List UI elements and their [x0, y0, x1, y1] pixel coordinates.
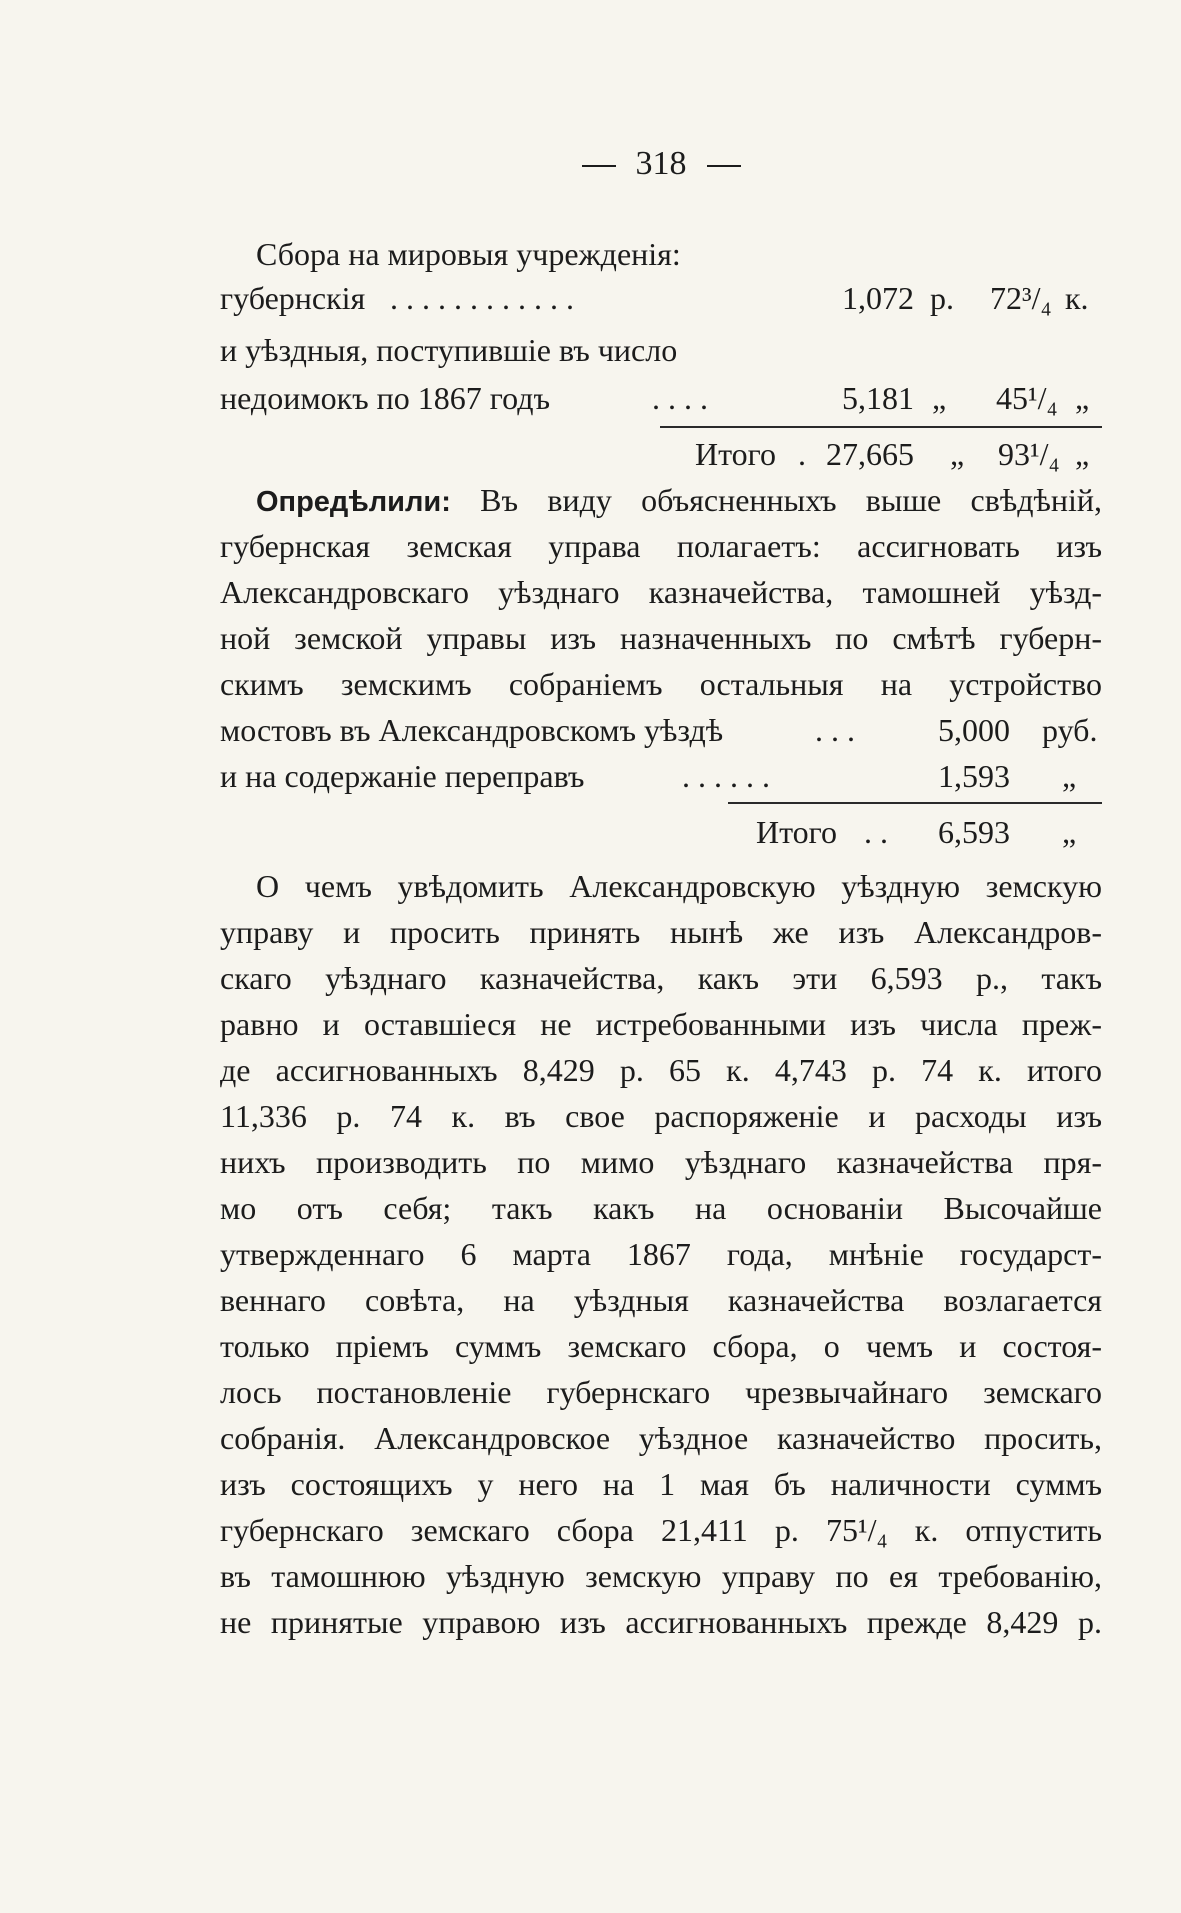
row-unit2: к. — [1065, 280, 1089, 316]
body-line: утвержденнаго 6 марта 1867 года, мнѣніе государст- — [220, 1236, 1102, 1272]
total-unit2: „ — [1075, 436, 1090, 472]
total-dot: . — [798, 436, 806, 472]
page-number: 318 — [635, 145, 687, 182]
row-leaders: . . . . — [652, 380, 708, 416]
body-line: О чемъ увѣдомить Александровскую уѣздную земскую — [256, 868, 1102, 904]
left-dash — [582, 165, 616, 167]
body-line: 11,336 р. 74 к. въ свое распоряженіе и расходы изъ — [220, 1098, 1102, 1134]
body-line: равно и оставшіеся не истребованными изъ числа преж- — [220, 1006, 1102, 1042]
resolution-line: Александровскаго уѣзднаго казначейства, тамошней уѣзд- — [220, 574, 1102, 610]
total-label: Итого — [756, 814, 837, 850]
page-header — [220, 145, 1102, 183]
resolution-bold-label: Опредѣлили: — [256, 486, 451, 518]
total-amount: 27,665 — [826, 436, 914, 472]
resolution-line-0: Въ виду объясненныхъ выше свѣдѣній, — [480, 482, 1103, 518]
row-label: и на содержаніе переправъ — [220, 758, 585, 794]
row-unit: р. — [930, 280, 954, 316]
body-line: собранія. Александровское уѣздное казначейство просить, — [220, 1420, 1102, 1456]
row-label: губернскія — [220, 280, 366, 316]
document-page — [220, 0, 1102, 1913]
row-unit2: „ — [1075, 380, 1090, 416]
body-line: изъ состоящихъ у него на 1 мая бъ наличности суммъ — [220, 1466, 1102, 1502]
row-leaders: . . . . . . — [682, 758, 770, 794]
row-label: мостовъ въ Александровскомъ уѣздѣ — [220, 712, 724, 748]
table1-heading: Сбора на мировыя учрежденія: — [256, 236, 681, 272]
body-line: нихъ производить по мимо уѣзднаго казначейства пря- — [220, 1144, 1102, 1180]
row-label: недоимокъ по 1867 годъ — [220, 380, 551, 416]
row-leaders: . . . — [815, 712, 855, 748]
row-unit: руб. — [1042, 712, 1098, 748]
total-amount: 6,593 — [938, 814, 1010, 850]
row-amount: 1,593 — [938, 758, 1010, 794]
body-line: въ тамошнюю уѣздную земскую управу по ея требованію, — [220, 1558, 1102, 1594]
row-unit: „ — [1062, 758, 1077, 794]
total-unit: „ — [1062, 814, 1077, 850]
total-label: Итого — [695, 436, 776, 472]
row-unit: „ — [932, 380, 947, 416]
body-line: веннаго совѣта, на уѣздныя казначейства возлагается — [220, 1282, 1102, 1318]
row-amount: 5,181 — [842, 380, 914, 416]
body-line: де ассигнованныхъ 8,429 р. 65 к. 4,743 р. 74 к. итого — [220, 1052, 1102, 1088]
resolution-line: губернская земская управа полагаетъ: ассигновать изъ — [220, 528, 1102, 564]
resolution-total-rule — [728, 802, 1102, 804]
body-line: только пріемъ суммъ земскаго сбора, о чемъ и состоя- — [220, 1328, 1102, 1364]
resolution-first-line — [220, 480, 1102, 522]
table1-row-text: и уѣздныя, поступившіе въ число — [220, 332, 678, 368]
body-line: управу и просить принять нынѣ же изъ Александров- — [220, 914, 1102, 950]
total-leaders: . . — [864, 814, 888, 850]
table1-total-rule — [660, 426, 1102, 428]
resolution-line: скимъ земскимъ собраніемъ остальныя на устройство — [220, 666, 1102, 702]
row-fraction: 45¹/₄ — [996, 380, 1058, 416]
resolution-line: ной земской управы изъ назначенныхъ по смѣтѣ губерн- — [220, 620, 1102, 656]
row-amount: 1,072 — [842, 280, 914, 316]
total-unit: „ — [950, 436, 965, 472]
total-fraction: 93¹/₄ — [998, 436, 1060, 472]
body-line: скаго уѣзднаго казначейства, какъ эти 6,593 р., такъ — [220, 960, 1102, 996]
body-line: не принятые управою изъ ассигнованныхъ прежде 8,429 р. — [220, 1604, 1102, 1640]
body-line: губернскаго земскаго сбора 21,411 р. 75¹/₄ к. отпустить — [220, 1512, 1102, 1548]
row-leaders: . . . . . . . . . . . . — [390, 280, 574, 316]
body-line: мо отъ себя; такъ какъ на основаніи Высочайше — [220, 1190, 1102, 1226]
body-line: лось постановленіе губернскаго чрезвычайнаго земскаго — [220, 1374, 1102, 1410]
row-amount: 5,000 — [938, 712, 1010, 748]
right-dash — [707, 165, 741, 167]
row-fraction: 72³/₄ — [990, 280, 1052, 316]
